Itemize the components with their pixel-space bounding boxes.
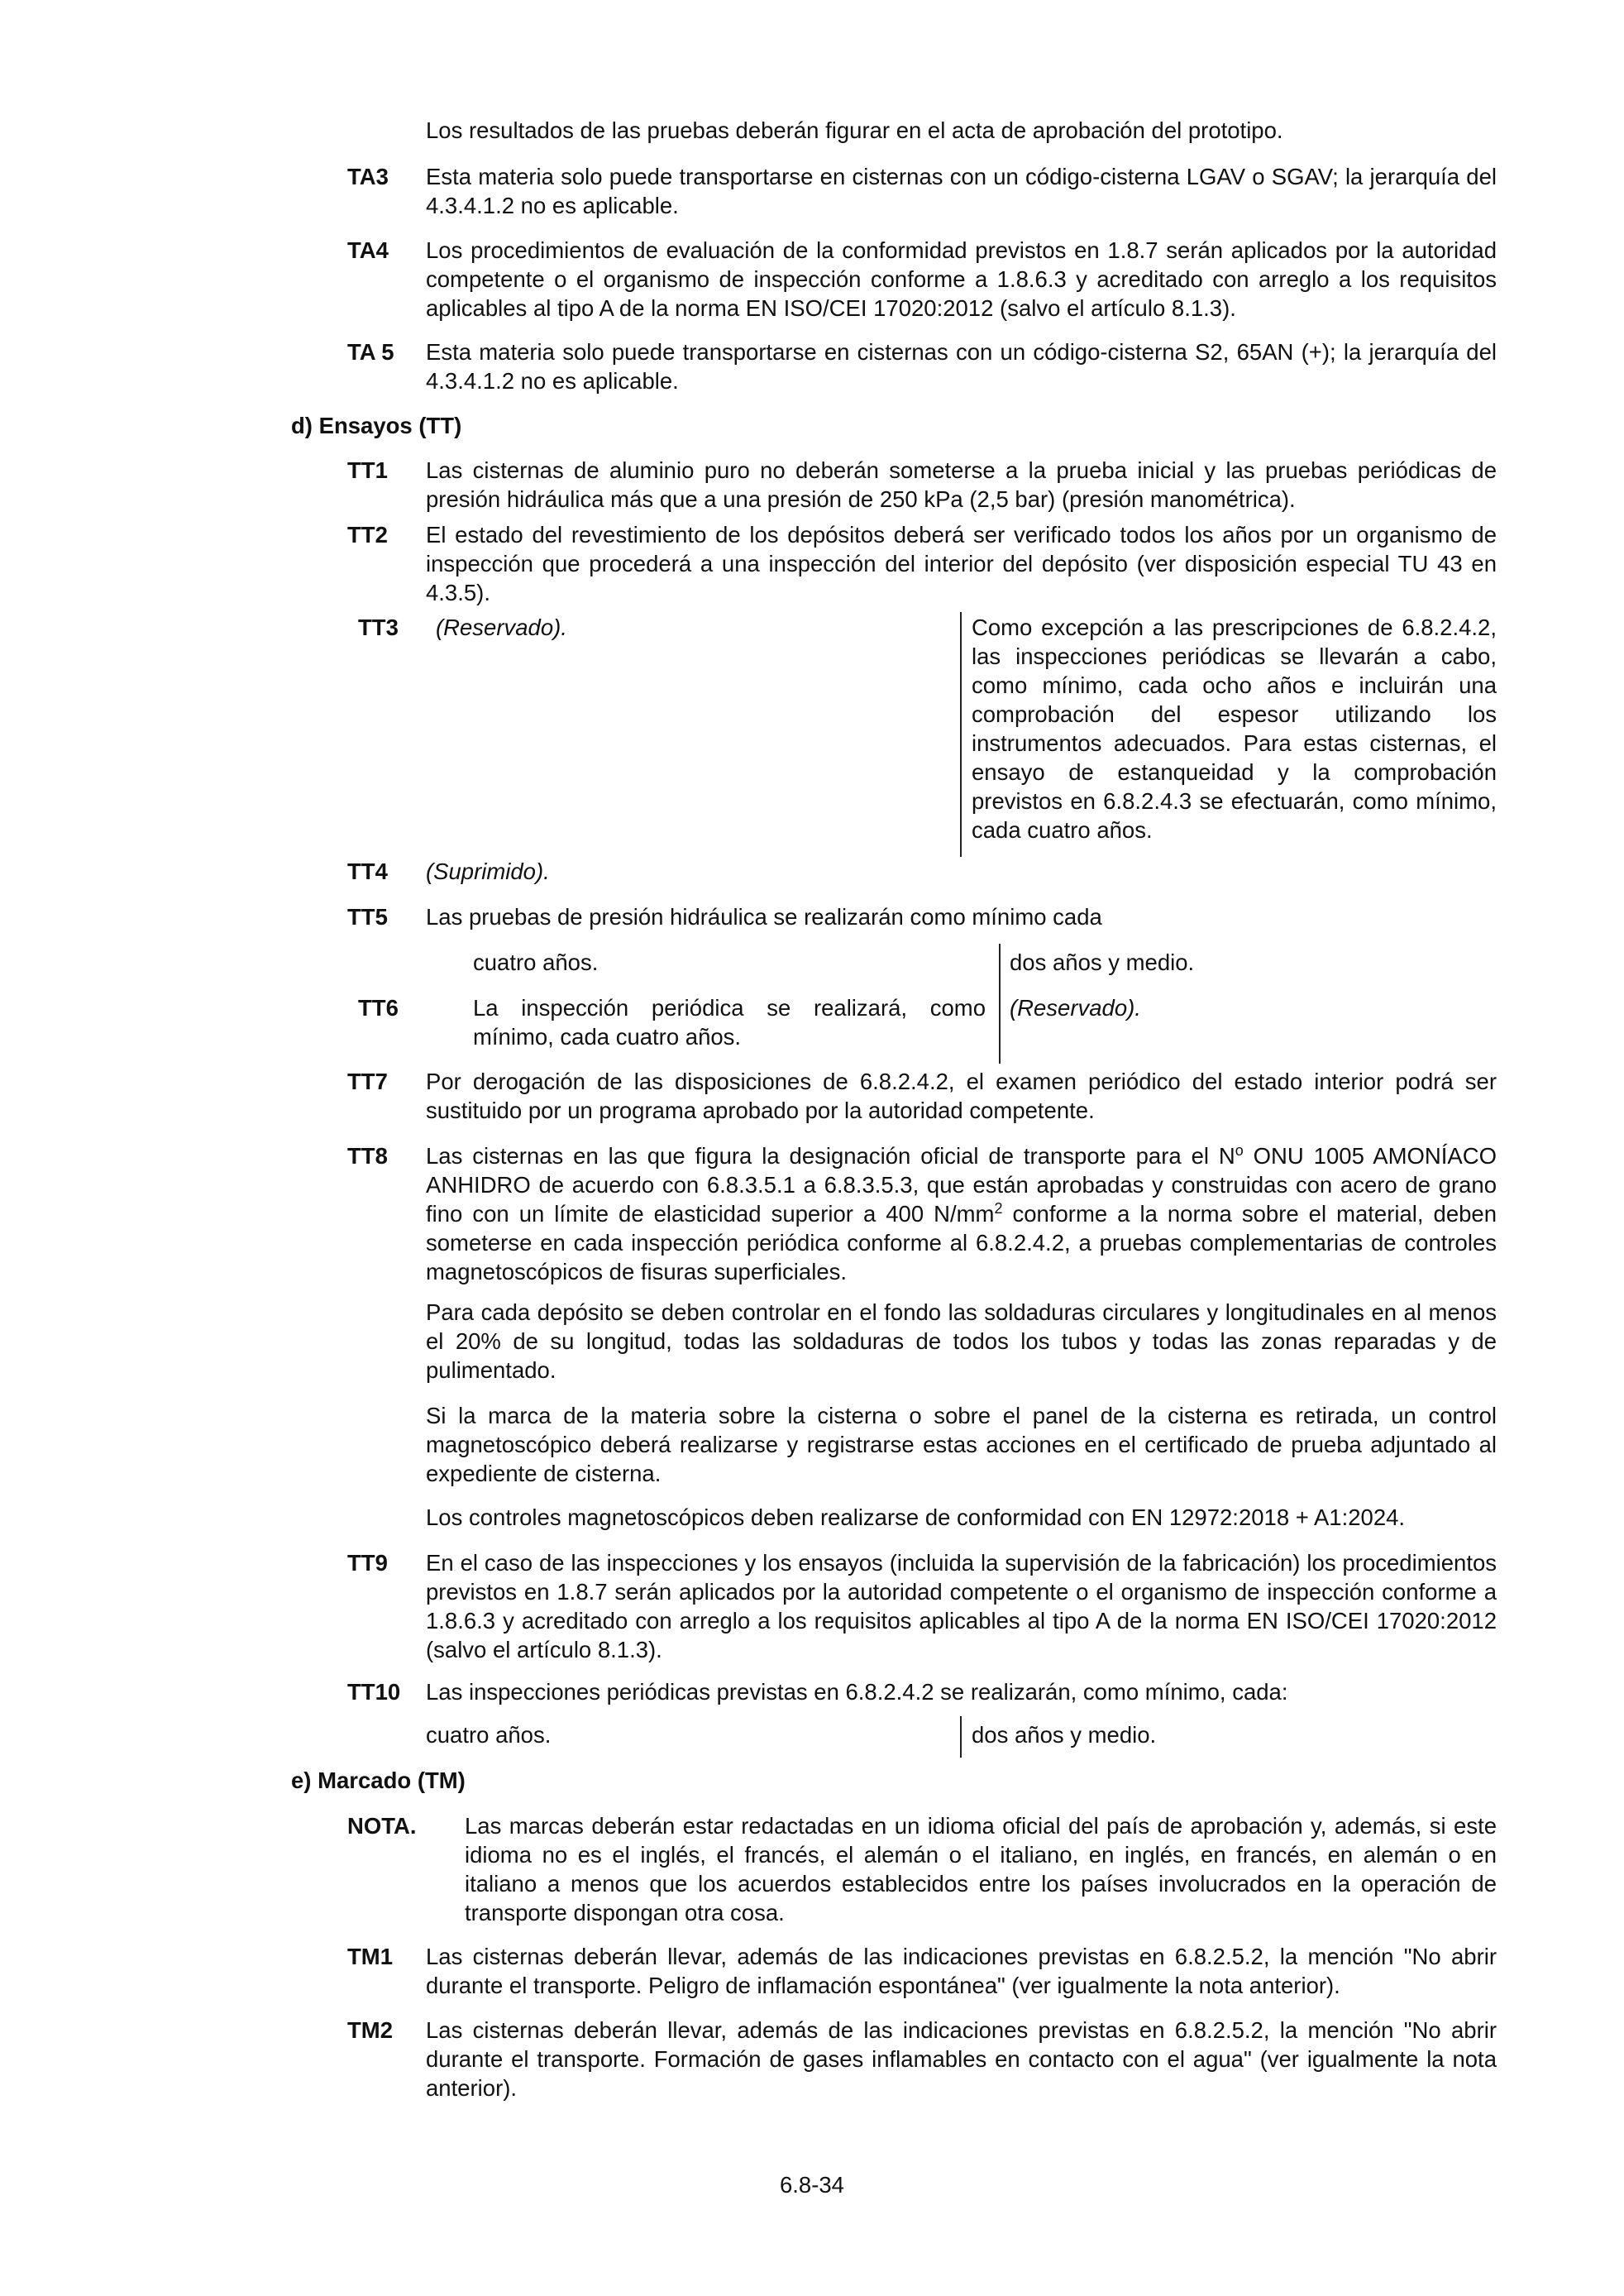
section-d-heading: d) Ensayos (TT) — [291, 413, 462, 438]
tm1-text: Las cisternas deberán llevar, además de las indicaciones previstas en 6.8.2.5.2, la mención "No abrir durante el transporte. Peligro de inflamación espontánea" (ver igualmente la nota anterior). — [426, 1944, 1497, 1998]
tt5-tt6-column-divider — [999, 944, 1001, 1064]
tt3-right-text: Como excepción a las prescripciones de 6.8.2.4.2, las inspecciones periódicas se llevarán a cabo, como mínimo, cada ocho años e incluirán una comprobación del espesor utilizando los instrumentos adecuados. Para estas cisternas, el ensayo de estanqueidad y la comprobación previstos en 6.8.2.4.3 se efectuarán, como mínimo, cada cuatro años. — [972, 615, 1497, 843]
tt8-p1-part-b: ONU 1005 AMONÍACO ANHIDRO de acuerdo con 6.8.3.5.1 a 6.8.3.5.3, que están aprobadas y construidas con acero de grano fino con un límite de elasticidad superior a 400 N/mm — [426, 1143, 1497, 1227]
tt10-column-divider — [960, 1716, 962, 1758]
intro-text: Los resultados de las pruebas deberán figurar en el acta de aprobación del prototipo. — [426, 117, 1283, 143]
tt4-code: TT4 — [347, 859, 388, 884]
tt8-paragraph-2: Para cada depósito se deben controlar en el fondo las soldaduras circulares y longitudinales en al menos el 20% de su longitud, todas las soldaduras de todos los tubos y todas las zonas reparadas y de pulimentado. — [426, 1299, 1497, 1383]
tt9-text: En el caso de las inspecciones y los ensayos (incluida la supervisión de la fabricación) los procedimientos previstos en 1.8.7 serán aplicados por la autoridad competente o el organismo de inspección conforme a 1.8.6.3 y acreditado con arreglo a los requisitos aplicables al tipo A de la norma EN ISO/CEI 17020:2012 (salvo el artículo 8.1.3). — [426, 1550, 1497, 1662]
ta4-code: TA4 — [347, 237, 389, 263]
tt3-code: TT3 — [358, 615, 399, 640]
tt1-code: TT1 — [347, 457, 388, 483]
tt8-p1-superscript-o: o — [1235, 1141, 1244, 1159]
tt8-paragraph-4: Los controles magnetoscópicos deben realizarse de conformidad con EN 12972:2018 + A1:2024. — [426, 1504, 1406, 1530]
tt8-paragraph-1 — [426, 1141, 1497, 1286]
ta3-text: Esta materia solo puede transportarse en cisternas con un código-cisterna LGAV o SGAV; la jerarquía del 4.3.4.1.2 no es aplicable. — [426, 164, 1497, 218]
tt6-code: TT6 — [358, 995, 399, 1021]
tt6-left-text: La inspección periódica se realizará, como mínimo, cada cuatro años. — [473, 995, 986, 1050]
tt1-text: Las cisternas de aluminio puro no deberán someterse a la prueba inicial y las pruebas periódicas de presión hidráulica más que a una presión de 250 kPa (2,5 bar) (presión manométrica). — [426, 457, 1497, 512]
tt8-code: TT8 — [347, 1143, 388, 1169]
ta3-code: TA3 — [347, 164, 389, 189]
tt7-code: TT7 — [347, 1069, 388, 1094]
tt10-right-value: dos años y medio. — [972, 1722, 1157, 1748]
tt3-left-text: (Reservado). — [436, 615, 567, 640]
ta4-text: Los procedimientos de evaluación de la conformidad previstos en 1.8.7 serán aplicados por la autoridad competente o el organismo de inspección conforme a 1.8.6.3 y acreditado con arreglo a los requisitos aplicables al tipo A de la norma EN ISO/CEI 17020:2012 (salvo el artículo 8.1.3). — [426, 237, 1497, 321]
tt7-text: Por derogación de las disposiciones de 6.8.2.4.2, el examen periódico del estado interior podrá ser sustituido por un programa aprobado por la autoridad competente. — [426, 1069, 1497, 1123]
tt5-right-value: dos años y medio. — [1010, 949, 1195, 975]
nota-code: NOTA. — [347, 1813, 417, 1839]
tm2-code: TM2 — [347, 2017, 393, 2043]
nota-text: Las marcas deberán estar redactadas en un idioma oficial del país de aprobación y, además, si este idioma no es el inglés, el francés, el alemán o el italiano, en inglés, en francés, en alemán o en italiano a menos que los acuerdos establecidos entre los países involucrados en la operación de transporte dispongan otra cosa. — [465, 1813, 1497, 1925]
ta5-code: TA 5 — [347, 339, 394, 365]
page-number: 6.8-34 — [780, 2172, 844, 2198]
tt8-p1-superscript-2: 2 — [994, 1199, 1003, 1217]
tt6-right-text: (Reservado). — [1010, 995, 1141, 1021]
ta5-text: Esta materia solo puede transportarse en cisternas con un código-cisterna S2, 65AN (+); la jerarquía del 4.3.4.1.2 no es aplicable. — [426, 339, 1497, 394]
tt9-code: TT9 — [347, 1550, 388, 1576]
tt8-p1-part-a: Las cisternas en las que figura la designación oficial de transporte para el N — [426, 1143, 1235, 1169]
tt8-paragraph-3: Si la marca de la materia sobre la cisterna o sobre el panel de la cisterna es retirada, un control magnetoscópico deberá realizarse y registrarse estas acciones en el certificado de prueba adjuntado al expediente de cisterna. — [426, 1403, 1497, 1486]
tt10-code: TT10 — [347, 1679, 401, 1705]
tt3-column-divider — [960, 612, 962, 857]
tt2-code: TT2 — [347, 522, 388, 548]
tt5-text: Las pruebas de presión hidráulica se realizarán como mínimo cada — [426, 904, 1102, 930]
tt2-text: El estado del revestimiento de los depósitos deberá ser verificado todos los años por un organismo de inspección que procederá a una inspección del interior del depósito (ver disposición especial TU 43 en 4.3.5). — [426, 522, 1497, 605]
tm2-text: Las cisternas deberán llevar, además de las indicaciones previstas en 6.8.2.5.2, la mención "No abrir durante el transporte. Formación de gases inflamables en contacto con el agua" (ver igualmente la nota anterior). — [426, 2017, 1497, 2101]
tt10-left-value: cuatro años. — [426, 1722, 552, 1748]
tt10-text: Las inspecciones periódicas previstas en 6.8.2.4.2 se realizarán, como mínimo, cada: — [426, 1679, 1288, 1705]
tm1-code: TM1 — [347, 1944, 393, 1969]
tt5-left-value: cuatro años. — [473, 949, 599, 975]
section-e-heading: e) Marcado (TM) — [291, 1767, 466, 1793]
tt8-p1-part-c: conforme a la norma sobre el material, deben someterse en cada inspección periódica conforme al 6.8.2.4.2, a pruebas complementarias de controles magnetoscópicos de fisuras superficiales. — [426, 1201, 1497, 1284]
tt4-text: (Suprimido). — [426, 859, 550, 884]
tt5-code: TT5 — [347, 904, 388, 930]
